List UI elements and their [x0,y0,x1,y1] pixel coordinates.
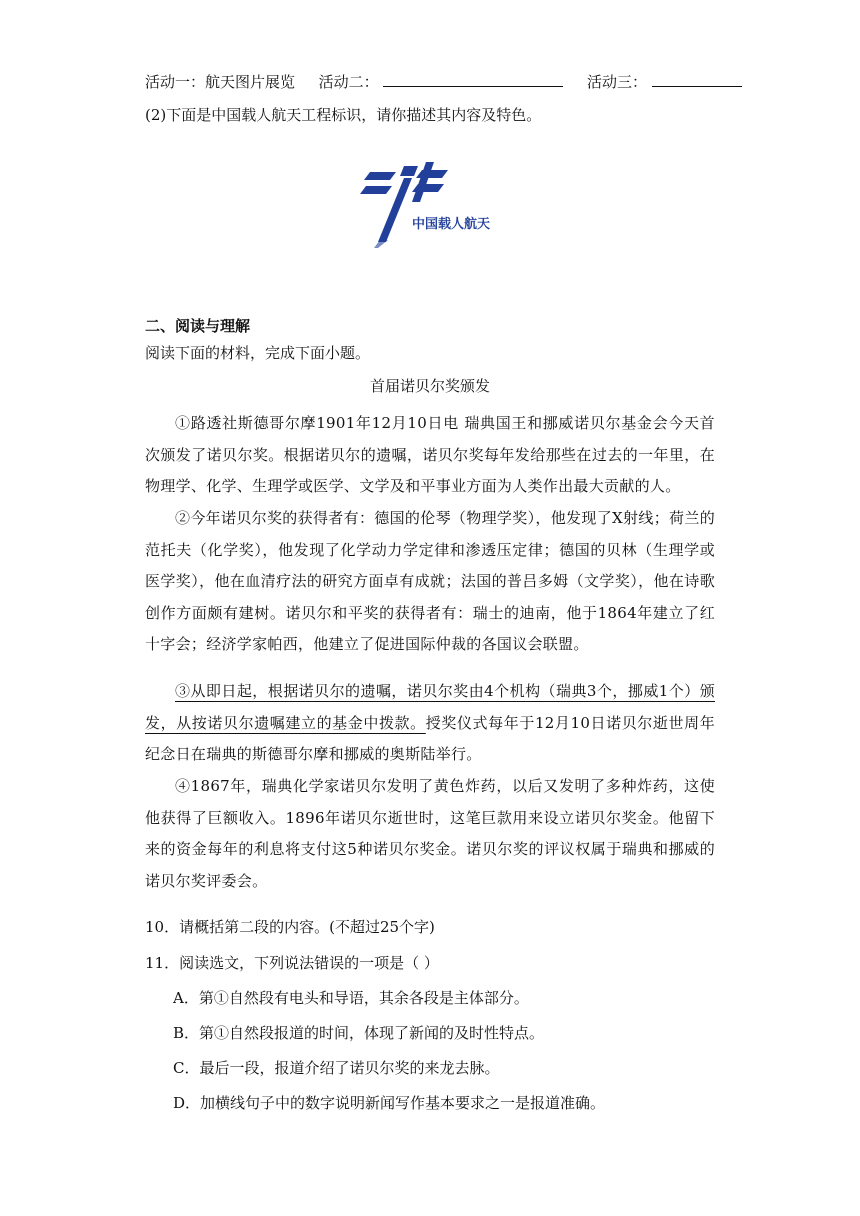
activity-2-blank[interactable] [383,72,563,87]
logo-text: 中国载人航天 [412,217,491,232]
activity-3-label: 活动三： [586,73,647,91]
activities-line [145,72,742,92]
paragraph-3-rest: 授奖仪式每年于12月10日诺贝尔逝世周年纪念日在瑞典的斯德哥尔摩和挪威的奥斯陆举行。 [145,713,715,763]
question-10: 10．请概括第二段的内容。(不超过25个字) [145,918,435,936]
question-11: 11．阅读选文，下列说法错误的一项是（ ） [145,954,439,972]
article-title: 首届诺贝尔奖颁发 [369,377,490,395]
article-paragraph-3 [145,676,715,771]
section-heading: 二、阅读与理解 [145,317,251,335]
activity-2-label: 活动二： [318,73,379,91]
article-paragraph-2: ②今年诺贝尔奖的获得者有：德国的伦琴（物理学奖），他发现了X射线；荷兰的范托夫（化学奖），他发现了化学动力学定律和渗透压定律；德国的贝林（生理学或医学奖），他在血清疗法的研究方面卓有成就；法国的普吕多姆（文学奖），他在诗歌创作方面颇有建树。诺贝尔和平奖的获得者有：瑞士的迪南，他于1864年建立了红十字会；经济学家帕西，他建立了促进国际仲裁的各国议会联盟。 [145,509,715,653]
underlined-sentence: ③从即日起，根据诺贝尔的遗嘱，诺贝尔奖由4个机构（瑞典3个，挪威1个）颁发，从按诺贝尔遗嘱建立的基金中拨款。 [145,682,715,732]
option-b[interactable]: B．第①自然段报道的时间，体现了新闻的及时性特点。 [173,1024,545,1042]
manned-space-emblem-icon [360,160,510,250]
option-c[interactable]: C．最后一段，报道介绍了诺贝尔奖的来龙去脉。 [173,1059,500,1077]
question-2-prompt: (2)下面是中国载人航天工程标识，请你描述其内容及特色。 [145,106,542,124]
activity-3-blank[interactable] [652,72,742,87]
article-paragraph-1: ①路透社斯德哥尔摩1901年12月10日电 瑞典国王和挪威诺贝尔基金会今天首次颁发了诺贝尔奖。根据诺贝尔的遗嘱，诺贝尔奖每年发给那些在过去的一年里，在物理学、化学、生理学或医学、文学及和平事业方面为人类作出最大贡献的人。 [145,414,715,495]
section-instruction: 阅读下面的材料，完成下面小题。 [145,344,371,362]
option-d[interactable]: D．加横线句子中的数字说明新闻写作基本要求之一是报道准确。 [173,1094,606,1112]
article-paragraph-4: ④1867年，瑞典化学家诺贝尔发明了黄色炸药，以后又发明了多种炸药，这使他获得了巨额收入。1896年诺贝尔逝世时，这笔巨款用来设立诺贝尔奖金。他留下来的资金每年的利息将支付这5种诺贝尔奖金。诺贝尔奖的评议权属于瑞典和挪威的诺贝尔奖评委会。 [145,777,715,890]
option-a[interactable]: A．第①自然段有电头和导语，其余各段是主体部分。 [173,989,529,1007]
activity-1: 活动一：航天图片展览 [145,73,296,91]
china-manned-space-logo [360,160,510,250]
